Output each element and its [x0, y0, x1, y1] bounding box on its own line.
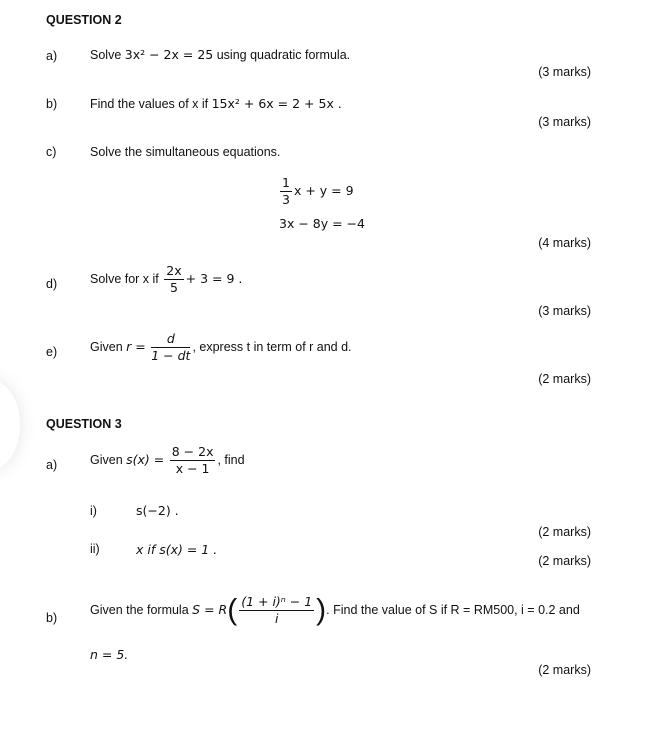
- q3-b-pre: Given the formula: [90, 602, 189, 617]
- q2-c-equation-1: [278, 176, 354, 207]
- q3-a-i-marks: (2 marks): [538, 525, 591, 539]
- q2-e-lhs: r =: [126, 338, 146, 354]
- q2-d-fraction: [164, 264, 183, 295]
- q2-d-frac-den: 5: [169, 280, 178, 295]
- q3-b-frac-num: (1 + i)ⁿ − 1: [241, 594, 313, 609]
- q2-a-label: a): [46, 49, 58, 63]
- page-edge-shadow: [0, 380, 20, 470]
- q2-a-text: [90, 47, 350, 62]
- q2-c-frac-num: 1: [282, 175, 290, 190]
- q2-e-fraction: [151, 332, 190, 363]
- q2-b-equation: 15x² + 6x = 2 + 5x .: [211, 96, 342, 111]
- q2-d-eq-rest: + 3 = 9 .: [185, 270, 243, 286]
- q3-a-label: a): [46, 458, 58, 472]
- q2-a-post: using quadratic formula.: [216, 48, 351, 62]
- q3-b-line2: n = 5.: [90, 647, 129, 662]
- q3-a-frac-num: 8 − 2x: [171, 444, 214, 459]
- q3-a-ii-marks: (2 marks): [538, 554, 591, 568]
- q2-a-equation: 3x² − 2x = 25: [124, 47, 214, 62]
- q2-d-marks: (3 marks): [538, 304, 591, 318]
- q2-d-frac-num: 2x: [166, 263, 182, 278]
- q2-d-text: [90, 264, 242, 295]
- q3-b-post: . Find the value of S if R = RM500, i = 0.2 and: [326, 602, 580, 617]
- q2-e-text: [90, 332, 352, 363]
- q2-e-marks: (2 marks): [538, 372, 591, 386]
- q3-a-post: , find: [217, 452, 245, 467]
- q3-b-close-paren: ): [316, 593, 327, 627]
- q3-b-text: [90, 595, 580, 626]
- q3-b-label: b): [46, 611, 58, 625]
- q2-b-label: b): [46, 97, 58, 111]
- q3-b-marks: (2 marks): [538, 663, 591, 677]
- q2-b-text: [90, 96, 342, 111]
- q3-a-ii-label: ii): [90, 542, 100, 556]
- q3-b-open-paren: (: [227, 593, 238, 627]
- q2-c-frac-den: 3: [282, 192, 290, 207]
- q3-a-i-label: i): [90, 504, 97, 518]
- q2-c-marks: (4 marks): [538, 236, 591, 250]
- q2-b-marks: (3 marks): [538, 115, 591, 129]
- q2-c-fraction: [280, 176, 292, 207]
- q2-c-equation-2: 3x − 8y = −4: [279, 216, 365, 231]
- q2-e-frac-den: 1 − dt: [151, 348, 191, 363]
- q2-e-post: , express t in term of r and d.: [192, 339, 352, 354]
- q3-b-frac-den: i: [274, 611, 279, 626]
- q2-d-prompt: Solve for x if: [90, 271, 159, 286]
- q3-a-ii-expression: x if s(x) = 1 .: [136, 542, 218, 557]
- q2-c-text: Solve the simultaneous equations.: [90, 145, 281, 159]
- question-3-heading: QUESTION 3: [46, 417, 122, 431]
- q2-a-pre: Solve: [90, 48, 122, 62]
- q3-a-frac-den: x − 1: [175, 461, 210, 476]
- q2-a-marks: (3 marks): [538, 65, 591, 79]
- q2-b-prompt: Find the values of x if: [90, 97, 209, 111]
- q3-b-fraction: [239, 595, 314, 626]
- q2-e-frac-num: d: [151, 332, 190, 348]
- q3-a-fraction: [170, 445, 216, 476]
- q2-c-eq1-rest: x + y = 9: [293, 183, 354, 198]
- q3-a-pre: Given: [90, 452, 123, 467]
- q3-a-i-expression: s(−2) .: [136, 503, 179, 518]
- q2-d-label: d): [46, 277, 58, 291]
- q2-c-label: c): [46, 145, 57, 159]
- q2-e-pre: Given: [90, 339, 123, 354]
- question-2-heading: QUESTION 2: [46, 13, 122, 27]
- q2-e-label: e): [46, 345, 58, 359]
- q3-a-text: [90, 445, 245, 476]
- q3-a-lhs: s(x) =: [126, 451, 165, 467]
- q3-b-lhs: S = R: [192, 601, 228, 617]
